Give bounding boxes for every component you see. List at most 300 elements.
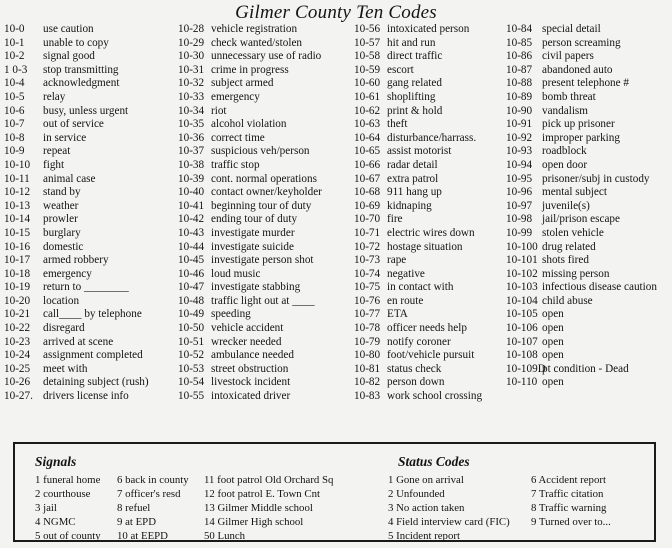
code-number: 10-84 [506,23,533,35]
code-number: 10-32 [178,77,205,90]
signal-item: 5 out of county [35,530,101,542]
code-number: 10-23 [4,335,31,348]
code-number: 10-5 [4,90,25,103]
code-row [354,349,482,363]
code-number: 10-62 [354,104,381,117]
code-row [178,64,322,78]
code-number: 10-16 [4,240,31,253]
code-row [178,281,322,295]
code-number: 10-26 [4,376,31,389]
code-number: 10-15 [4,226,31,239]
code-meaning: roadblock [542,145,587,158]
code-number: 10-55 [178,390,205,403]
code-meaning: disregard [43,322,85,335]
code-meaning: vehicle accident [211,322,284,335]
code-row [354,118,482,132]
code-meaning: street obstruction [211,362,289,375]
signal-item: 7 officer's resd [117,488,181,500]
code-number: 10-105 [506,308,538,321]
code-number: 10-27. [4,390,33,403]
code-number: 10-50 [178,322,205,335]
code-row [506,241,657,255]
code-row [354,23,482,37]
signal-item: 9 at EPD [117,516,156,528]
code-meaning: beginning tour of duty [211,199,312,212]
code-meaning: 911 hang up [387,186,442,199]
code-number: 10-71 [354,226,381,239]
code-row [4,77,149,91]
code-meaning: relay [43,90,66,103]
code-meaning: signal good [43,50,95,63]
code-meaning: investigate suicide [211,240,294,253]
code-row [178,132,322,146]
code-meaning: pt condition - Dead [542,362,629,375]
code-number: 10-67 [354,172,381,185]
code-meaning: repeat [43,145,71,158]
code-row [4,295,149,309]
code-meaning: print & hold [387,104,443,117]
code-number: 10-92 [506,131,533,144]
code-number: 10-35 [178,118,205,131]
code-row [354,77,482,91]
code-meaning: livestock incident [211,376,291,389]
code-meaning: stand by [43,186,81,199]
code-number: 10-89 [506,90,533,103]
signal-item: 4 NGMC [35,516,76,528]
code-meaning: foot/vehicle pursuit [387,349,475,362]
code-row [506,145,657,159]
code-number: 10-101 [506,254,538,267]
codes-column-1 [4,23,149,404]
code-row [354,91,482,105]
code-row [506,213,657,227]
code-row [4,37,149,51]
code-meaning: ending tour of duty [211,213,298,226]
code-number: 10-6 [4,104,25,117]
signals-title: Signals [35,454,77,469]
code-number: 10-43 [178,226,205,239]
code-row [4,186,149,200]
status-code-item: 2 Unfounded [388,488,445,500]
code-row [178,322,322,336]
status-column-2 [531,473,611,529]
code-meaning: open [542,349,564,362]
code-meaning: en route [387,294,424,307]
code-number: 10-95 [506,172,533,185]
code-row [506,23,657,37]
code-number: 10-4 [4,77,25,90]
code-number: 10-10 [4,158,31,171]
code-row [354,37,482,51]
code-row [178,37,322,51]
signal-item: 13 Gilmer Middle school [204,502,313,514]
code-number: 10-80 [354,349,381,362]
code-meaning: emergency [211,90,260,103]
code-number: 10-99 [506,226,533,239]
code-row [506,322,657,336]
code-meaning: assignment completed [43,349,143,362]
code-number: 10-61 [354,90,381,103]
code-row [178,254,322,268]
status-code-item: 9 Turned over to... [531,516,611,528]
code-meaning: emergency [43,267,92,280]
code-meaning: suspicious veh/person [211,145,310,158]
code-row [178,363,322,377]
code-row [4,308,149,322]
code-row [506,37,657,51]
code-row [4,91,149,105]
code-number: 10-40 [178,186,205,199]
code-meaning: escort [387,63,414,76]
code-number: 10-38 [178,158,205,171]
code-row [354,268,482,282]
code-meaning: loud music [211,267,261,280]
code-meaning: shots fired [542,254,589,267]
code-meaning: child abuse [542,294,593,307]
code-number: 10-7 [4,118,25,131]
code-row [354,64,482,78]
signal-item: 10 at EEPD [117,530,168,542]
code-meaning: intoxicated person [387,23,470,35]
code-row [178,186,322,200]
code-number: 10-41 [178,199,205,212]
code-row [178,91,322,105]
code-number: 10-79 [354,335,381,348]
code-number: 10-60 [354,77,381,90]
code-meaning: meet with [43,362,88,375]
code-row [354,363,482,377]
code-row [354,186,482,200]
code-number: 10-97 [506,199,533,212]
code-number: 10-33 [178,90,205,103]
code-meaning: juvenile(s) [542,199,590,212]
code-row [4,336,149,350]
code-row [4,200,149,214]
code-row [354,145,482,159]
code-meaning: drivers license info [43,390,129,403]
status-column-1 [388,473,510,543]
code-number: 10-106 [506,322,538,335]
code-meaning: investigate murder [211,226,295,239]
code-meaning: theft [387,118,408,131]
code-row [354,336,482,350]
code-meaning: disturbance/harrass. [387,131,477,144]
code-meaning: hit and run [387,36,436,49]
code-meaning: unable to copy [43,36,109,49]
code-row [354,132,482,146]
code-row [506,64,657,78]
code-meaning: prowler [43,213,78,226]
code-row [506,336,657,350]
code-number: 10-100 [506,240,538,253]
status-code-item: 5 Incident report [388,530,460,542]
code-number: 10-57 [354,36,381,49]
code-meaning: location [43,294,80,307]
code-row [4,363,149,377]
signals-column-1 [35,473,101,543]
code-meaning: person screaming [542,36,621,49]
code-meaning: traffic stop [211,158,260,171]
code-row [178,200,322,214]
code-row [4,50,149,64]
code-row [178,50,322,64]
code-row [178,213,322,227]
signals-column-2 [117,473,189,543]
code-meaning: special detail [542,23,601,35]
code-number: 10-88 [506,77,533,90]
code-number: 10-28 [178,23,205,35]
code-meaning: cont. normal operations [211,172,317,185]
code-meaning: ambulance needed [211,349,294,362]
code-row [506,118,657,132]
code-number: 10-14 [4,213,31,226]
code-meaning: acknowledgment [43,77,120,90]
page-title: Gilmer County Ten Codes [235,2,437,23]
code-meaning: unnecessary use of radio [211,50,322,63]
code-number: 10-68 [354,186,381,199]
code-meaning: fire [387,213,403,226]
code-meaning: out of service [43,118,104,131]
code-number: 10-47 [178,281,205,294]
codes-column-2 [178,23,322,404]
code-meaning: speeding [211,308,251,321]
code-number: 10-30 [178,50,205,63]
code-meaning: fight [43,158,65,171]
code-row [354,105,482,119]
code-row [4,268,149,282]
code-row [4,132,149,146]
code-row [4,376,149,390]
code-number: 10-29 [178,36,205,49]
code-meaning: use caution [43,23,94,35]
code-meaning: subject armed [211,77,274,90]
code-row [4,213,149,227]
code-number: 10-75 [354,281,381,294]
code-row [506,50,657,64]
code-row [178,23,322,37]
code-row [506,105,657,119]
code-row [178,376,322,390]
code-row [354,322,482,336]
code-meaning: jail/prison escape [542,213,620,226]
code-number: 10-98 [506,213,533,226]
code-number: 10-72 [354,240,381,253]
code-meaning: investigate person shot [211,254,314,267]
code-meaning: open [542,322,564,335]
code-number: 10-110 [506,376,538,389]
code-meaning: bomb threat [542,90,596,103]
code-number: 10-22 [4,322,31,335]
code-number: 10-85 [506,36,533,49]
code-row [506,91,657,105]
signal-item: 12 foot patrol E. Town Cnt [204,488,321,500]
code-number: 10-78 [354,322,381,335]
code-meaning: electric wires down [387,226,475,239]
code-row [4,173,149,187]
code-number: 10-65 [354,145,381,158]
code-number: 10-52 [178,349,205,362]
code-number: 10-13 [4,199,31,212]
code-meaning: hostage situation [387,240,463,253]
code-row [506,376,657,390]
code-row [4,254,149,268]
status-code-item: 3 No action taken [388,502,465,514]
code-row [506,227,657,241]
code-row [354,376,482,390]
code-meaning: stolen vehicle [542,226,604,239]
code-row [506,363,657,377]
code-meaning: call____ by telephone [43,308,142,321]
signal-item: 50 Lunch [204,530,246,542]
code-number: 10-1 [4,36,25,49]
code-meaning: domestic [43,240,84,253]
code-row [4,23,149,37]
code-number: 10-53 [178,362,205,375]
code-number: 10-104 [506,294,538,307]
code-row [354,50,482,64]
code-meaning: correct time [211,131,265,144]
signal-item: 8 refuel [117,502,151,514]
code-number: 10-49 [178,308,205,321]
code-row [4,118,149,132]
code-row [178,118,322,132]
code-row [4,105,149,119]
code-row [4,227,149,241]
code-meaning: in contact with [387,281,454,294]
code-row [354,200,482,214]
code-meaning: improper parking [542,131,620,144]
code-row [178,173,322,187]
code-row [178,268,322,282]
code-row [178,390,322,404]
code-row [4,349,149,363]
code-number: 10-44 [178,240,205,253]
code-meaning: open [542,376,564,389]
code-meaning: riot [211,104,227,117]
code-meaning: ETA [387,308,408,321]
code-meaning: officer needs help [387,322,467,335]
code-meaning: vandalism [542,104,588,117]
code-number: 10-66 [354,158,381,171]
code-meaning: open [542,308,564,321]
code-meaning: rape [387,254,407,267]
code-meaning: investigate stabbing [211,281,301,294]
code-meaning: infectious disease caution [542,281,657,294]
status-code-item: 1 Gone on arrival [388,474,464,486]
code-meaning: alcohol violation [211,118,287,131]
code-number: 10-81 [354,362,381,375]
signal-item: 1 funeral home [35,474,101,486]
code-row [4,390,149,404]
code-row [354,159,482,173]
code-meaning: shoplifting [387,90,436,103]
code-row [506,268,657,282]
code-number: 10-102 [506,267,538,280]
code-number: 10-19 [4,281,31,294]
code-number: 10-58 [354,50,381,63]
code-meaning: stop transmitting [43,63,119,76]
code-meaning: notify coroner [387,335,451,348]
code-meaning: person down [387,376,445,389]
code-meaning: present telephone # [542,77,629,90]
code-number: 10-31 [178,63,205,76]
code-row [354,227,482,241]
code-row [4,241,149,255]
code-meaning: prisoner/subj in custody [542,172,650,185]
code-meaning: civil papers [542,50,594,63]
code-row [354,213,482,227]
code-row [178,336,322,350]
code-number: 10-18 [4,267,31,280]
code-number: 10-0 [4,23,25,35]
code-meaning: in service [43,131,87,144]
code-meaning: burglary [43,226,81,239]
code-meaning: arrived at scene [43,335,114,348]
code-meaning: extra patrol [387,172,439,185]
code-number: 10-46 [178,267,205,280]
code-row [4,159,149,173]
code-meaning: open [542,335,564,348]
status-code-item: 8 Traffic warning [531,502,607,514]
code-number: 10-86 [506,50,533,63]
code-meaning: check wanted/stolen [211,36,303,49]
codes-column-3 [354,23,482,404]
code-row [506,200,657,214]
code-number: 10-37 [178,145,205,158]
status-code-item: 4 Field interview card (FIC) [388,516,510,528]
code-number: 10-109D [506,362,546,375]
code-row [178,105,322,119]
code-meaning: status check [387,362,442,375]
status-code-item: 6 Accident report [531,474,606,486]
code-row [506,77,657,91]
code-row [506,295,657,309]
code-row [178,241,322,255]
code-row [506,132,657,146]
code-meaning: vehicle registration [211,23,298,35]
code-number: 10-54 [178,376,205,389]
code-meaning: kidnaping [387,199,432,212]
code-row [506,254,657,268]
code-meaning: drug related [542,240,596,253]
code-meaning: armed robbery [43,254,109,267]
code-number: 10-73 [354,254,381,267]
signal-item: 14 Gilmer High school [204,516,304,528]
code-number: 10-12 [4,186,31,199]
code-number: 10-34 [178,104,205,117]
signal-item: 6 back in county [117,474,189,486]
code-number: 10-42 [178,213,205,226]
code-row [178,295,322,309]
code-row [4,322,149,336]
code-meaning: radar detail [387,158,438,171]
code-number: 10-17 [4,254,31,267]
code-number: 10-63 [354,118,381,131]
code-number: 10-11 [4,172,30,185]
code-number: 10-2 [4,50,25,63]
code-row [354,173,482,187]
code-meaning: gang related [387,77,442,90]
code-row [178,308,322,322]
code-number: 10-39 [178,172,205,185]
code-number: 10-90 [506,104,533,117]
code-number: 10-87 [506,63,533,76]
code-row [4,64,149,78]
code-number: 10-9 [4,145,25,158]
code-row [354,390,482,404]
code-row [4,145,149,159]
code-number: 10-24 [4,349,31,362]
